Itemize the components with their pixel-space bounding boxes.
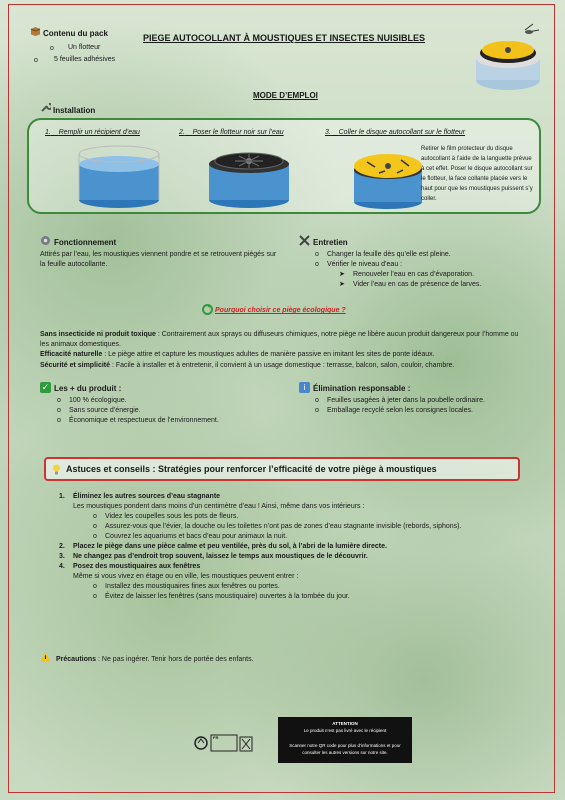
elim-list: o Feuilles usagées à jeter dans la poubelle ordinaire. o Emballage recyclé selon les consignes locales.: [315, 396, 485, 416]
recycling-logos: [193, 734, 255, 752]
attention-box: [278, 717, 412, 763]
tools-icon: [299, 235, 311, 246]
tips-title: Astuces et conseils : Stratégies pour renforcer l’efficacité de votre piège à moustiques: [66, 464, 437, 474]
lightbulb-icon: [52, 464, 61, 475]
why-para-1: Sans insecticide ni produit toxique : Contrairement aux sprays ou diffuseurs chimiques, notre piège ne libère aucun produit dangereux pour l’homme ou les animaux domestiques.: [40, 331, 519, 348]
fonctionnement-text: Attirés par l’eau, les moustiques viennent pondre et se retrouvent piégés sur la feuille autocollante.: [40, 251, 277, 268]
why-para-3: Sécurité et simplicité : Facile à installer et à entretenir, il convient à un usage domestique : terrasse, balcon, salon, couloir, chambre.: [40, 362, 455, 369]
why-para-2: Efficacité naturelle : Le piège attire et capture les moustiques adultes de manière passive en imitant les sites de ponte idéaux.: [40, 351, 435, 358]
box-icon: [30, 26, 41, 36]
wrench-icon: [40, 102, 51, 113]
tips-list: 1. Éliminez les autres sources d’eau stagnante Les moustiques pondent dans moins d’un centimètre d’eau ! Ainsi, même dans vos intérieurs : o Videz les coupelles sous les pots de fleurs. o Assurez-vous que l’évier, la douche ou les toilettes n’ont pas de zones d’eau stagnante invisible (rebords, siphons). o Couvrez les aquariums et bacs d’eau pour animaux la nuit. 2. Placez le piège dans une pièce calme et peu ventilée, près du sol, à l’abri de la lumière directe. 3. Ne changez pas d’endroit trop souvent, laissez le temps aux moustiques de le découvrir. 4. Posez des moustiquaires aux fenêtres Même si vous vivez en étage ou en ville, les moustiques peuvent entrer : o Installez des moustiquaires fines aux fenêtres ou portes. o Évitez de laisser les fenêtres (sans moustiquaire) ouvertes à la tombée du jour.: [59, 492, 519, 602]
entretien-list: o Changer la feuille dès qu’elle est pleine. o Vérifier le niveau d’eau : ➤ Renouveler l’eau en cas d’évaporation. ➤ Vider l’eau en cas de présence de larves.: [315, 250, 481, 290]
plus-list: o 100 % écologique. o Sans source d’énergie. o Économique et respectueux de l’environnement.: [57, 396, 219, 426]
recycle-icon: [202, 304, 213, 315]
tips-header-box: [44, 457, 520, 481]
entretien-title: Entretien: [313, 238, 348, 247]
sticky-disk-image: [349, 140, 427, 212]
water-container-image: [74, 142, 164, 210]
attention-line-2: Scanner notre QR code pour plus d’informations et pour consulter les autres versions sur notre site.: [289, 743, 401, 755]
pack-item: o Un flotteur: [50, 43, 100, 53]
tip-2: 2. Placez le piège dans une pièce calme et peu ventilée, près du sol, à l’abri de la lumière directe.: [59, 543, 387, 550]
gear-icon: [40, 235, 51, 246]
installation-box: [27, 118, 541, 214]
tip-1: 1. Éliminez les autres sources d’eau stagnante: [59, 493, 221, 500]
info-icon: i: [299, 382, 310, 393]
why-title: Pourquoi choisir ce piège écologique ?: [215, 307, 346, 314]
warning-icon: [40, 652, 51, 662]
plus-title: Les + du produit :: [54, 384, 122, 393]
checkmark-icon: ✓: [41, 382, 50, 392]
tip-4: 4. Posez des moustiquaires aux fenêtres: [59, 563, 201, 570]
main-title: PIEGE AUTOCOLLANT À MOUSTIQUES ET INSECTES NUISIBLES: [143, 33, 426, 43]
step-3: 3. Coller le disque autocollant sur le flotteur: [325, 129, 466, 136]
installation-note: Retirer le film protecteur du disque autocollant à l’aide de la languette prévue à cet effet. Poser le disque autocollant sur le flotteur, la face collante placée vers le haut pour que les moustiques puissent s’y coller.: [421, 146, 533, 202]
fonctionnement-title: Fonctionnement: [54, 238, 117, 247]
attention-line-1: Le produit n’est pas livré avec le récipient: [303, 728, 387, 733]
float-image: [204, 142, 294, 210]
pack-item: o 5 feuilles adhésives: [34, 55, 115, 65]
fr-label: FR: [213, 735, 219, 740]
step-1: 1. Remplir un récipient d’eau: [45, 129, 140, 136]
mode-emploi-title: MODE D’EMPLOI: [253, 91, 318, 100]
tip-3: 3. Ne changez pas d’endroit trop souvent, laissez le temps aux moustiques de le découvrir.: [59, 553, 368, 560]
elim-title: Élimination responsable :: [313, 384, 411, 393]
step-2: 2. Poser le flotteur noir sur l’eau: [179, 129, 284, 136]
product-image: [465, 20, 550, 95]
attention-title: ATTENTION: [332, 721, 358, 726]
pack-title: Contenu du pack: [43, 29, 108, 38]
installation-title: Installation: [53, 106, 96, 115]
precautions: Précautions : Ne pas ingérer. Tenir hors de portée des enfants.: [56, 656, 254, 663]
